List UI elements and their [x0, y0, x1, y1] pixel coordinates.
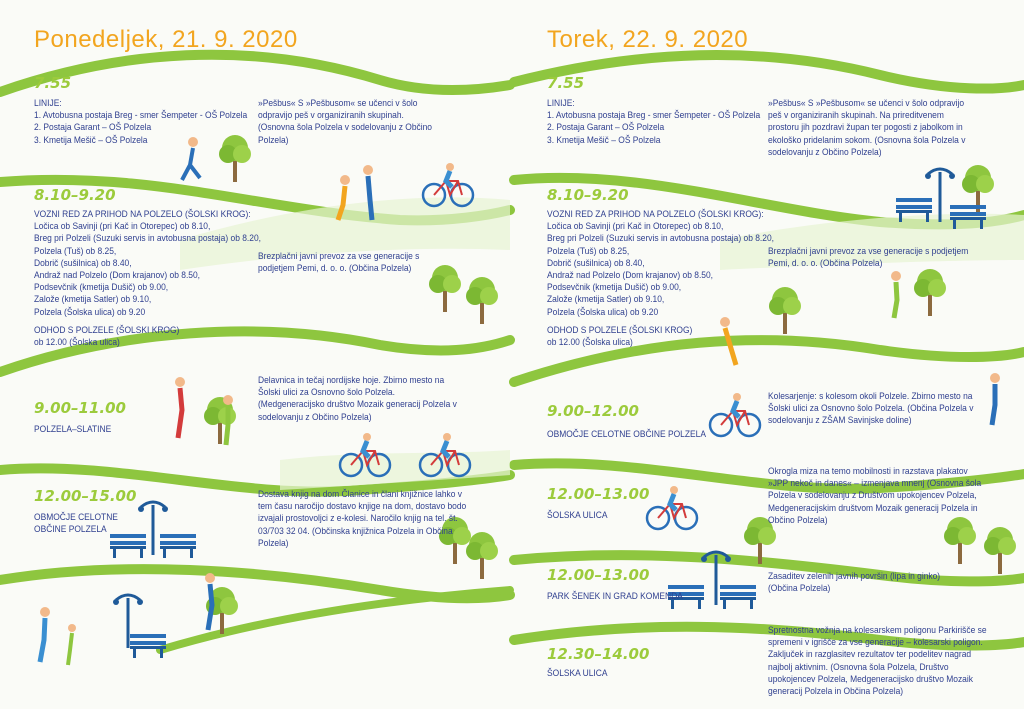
- description-text: Delavnica in tečaj nordijske hoje. Zbirno mesto na Šolski ulici za Osnovno šolo Polzela. (Medgeneracijsko društvo Mozaik generacij Polzela v sodelovanju z Občino Polzela): [258, 374, 457, 422]
- tuesday-item-6-details: [547, 667, 607, 679]
- detail-line: ŠOLSKA ULICA: [547, 667, 608, 678]
- description-text: »Pešbus« S »Pešbusom« se učenci v šolo odpravijo peš v organiziranih skupinah. (Osnovna šola Polzela v sodelovanju z Občino Polzela): [258, 97, 433, 145]
- monday-time-2: 8.10–9.20: [34, 186, 116, 204]
- detail-line: ŠOLSKA ULICA: [547, 509, 608, 520]
- tuesday-item-3-description: [768, 390, 989, 427]
- description-text: Brezplačni javni prevoz za vse generacije s podjetjem Pemi, d. o. o. (Občina Polzela): [768, 245, 969, 269]
- detail-line: Dobrič (sušilnica) ob 8.40,: [547, 256, 645, 268]
- description-text: Zasaditev zelenih javnih površin (lipa in ginko) (Občina Polzela): [768, 570, 941, 594]
- detail-line: Podsevčnik (kmetija Dušič) ob 9.00,: [547, 281, 682, 293]
- detail-line: LINIJE:: [34, 97, 62, 108]
- detail-line: VOZNI RED ZA PRIHOD NA POLZELO (ŠOLSKI KROG):: [547, 208, 764, 219]
- description-text: Okrogla miza na temo mobilnosti in razstava plakatov »JPP nekoč in danes« – izmenjava mnenj (Osnovna šola Polzela v sodelovanju z Društvom upokojencev Polzela, Medgeneracijskim društvom Mozaik generacij Polzela in Občino Polzela): [768, 465, 982, 525]
- detail-line: ODHOD S POLZELE (ŠOLSKI KROG): [547, 323, 693, 335]
- tuesday-time-6: 12.30–14.00: [547, 645, 650, 663]
- detail-line: 1. Avtobusna postaja Breg - smer Šempeter - OŠ Polzela: [34, 109, 248, 121]
- monday-title: Ponedeljek, 21. 9. 2020: [34, 26, 298, 53]
- detail-line: OBMOČJE CELOTNE OBČINE POLZELA: [547, 428, 706, 439]
- tuesday-time-4: 12.00–13.00: [547, 485, 650, 503]
- monday-item-1-description: [258, 97, 438, 146]
- detail-line: Ločica ob Savinji (pri Kač in Otorepec) ob 8.10,: [34, 220, 211, 232]
- detail-line: Breg pri Polzeli (Suzuki servis in avtobusna postaja) ob 8.20,: [547, 232, 774, 244]
- detail-line: Dobrič (sušilnica) ob 8.40,: [34, 256, 132, 268]
- tuesday-time-2: 8.10–9.20: [547, 186, 629, 204]
- detail-line: OBČINE POLZELA: [34, 523, 107, 535]
- detail-line: ob 12.00 (Šolska ulica): [547, 336, 633, 348]
- monday-time-1: 7.55: [34, 74, 72, 92]
- tuesday-time-5: 12.00–13.00: [547, 566, 650, 584]
- detail-line: ODHOD S POLZELE (ŠOLSKI KROG): [34, 323, 180, 335]
- detail-line: Polzela (Tuš) ob 8.25,: [547, 244, 630, 256]
- description-text: Dostava knjig na dom Članice in člani knjižnice lahko v tem času naročijo dostavo knjige na dom, dostavo bodo izvajali prostovoljci z e-kolesi. Naročilo knjig na tel. št. 03/703 32 04. (Občinska knjižnica Polzela in Občina Polzela): [258, 488, 467, 548]
- tuesday-item-1-description: [768, 97, 971, 158]
- tuesday-item-2-description: [768, 245, 971, 269]
- description-text: Spretnostna vožnja na kolesarskem poligonu Parkirišče se spremeni v igrišče za vse generacije – kolesarski poligon. Zaključek in razglasitev rezultatov ter podelitev nagrad najbolj aktivnim. (Osnovna šola Polzela, Društvo upokojencev Polzela, Medgeneracijsko društvo Mozaik generacij Polzela in Občina Polzela): [768, 624, 987, 697]
- detail-line: VOZNI RED ZA PRIHOD NA POLZELO (ŠOLSKI KROG):: [34, 208, 251, 219]
- detail-line: Podsevčnik (kmetija Dušič) ob 9.00,: [34, 281, 169, 293]
- description-text: Kolesarjenje: s kolesom okoli Polzele. Zbirno mesto na Šolski ulici za Osnovno šolo Polzela. (Občina Polzela v sodelovanju z ZŠAM Savinjske doline): [768, 390, 974, 426]
- monday-item-3-description: [258, 374, 461, 423]
- detail-line: PARK ŠENEK IN GRAD KOMENDA: [547, 590, 683, 601]
- detail-line: LINIJE:: [547, 97, 575, 108]
- detail-line: Polzela (Šolska ulica) ob 9.20: [547, 305, 659, 317]
- detail-line: Polzela (Tuš) ob 8.25,: [34, 244, 117, 256]
- detail-line: Polzela (Šolska ulica) ob 9.20: [34, 305, 146, 317]
- tuesday-item-6-description: [768, 624, 998, 697]
- tuesday-item-3-details: [547, 428, 706, 440]
- monday-time-3: 9.00–11.00: [34, 399, 126, 417]
- detail-line: OBMOČJE CELOTNE: [34, 511, 118, 522]
- description-text: Brezplačni javni prevoz za vse generacije s podjetjem Pemi, d. o. o. (Občina Polzela): [258, 250, 420, 274]
- detail-line: Andraž nad Polzelo (Dom krajanov) ob 8.50,: [547, 269, 714, 281]
- monday-time-4: 12.00–15.00: [34, 487, 137, 505]
- monday-item-1-details: [34, 97, 247, 146]
- detail-line: Ločica ob Savinji (pri Kač in Otorepec) ob 8.10,: [547, 220, 724, 232]
- detail-line: Andraž nad Polzelo (Dom krajanov) ob 8.50,: [34, 269, 201, 281]
- tuesday-time-1: 7.55: [547, 74, 585, 92]
- detail-line: 3. Kmetija Mešič – OŠ Polzela: [34, 133, 148, 145]
- tuesday-item-5-details: [547, 590, 683, 602]
- detail-line: Založe (kmetija Satler) ob 9.10,: [547, 293, 665, 305]
- monday-item-4-details: [34, 511, 118, 535]
- detail-line: Breg pri Polzeli (Suzuki servis in avtobusna postaja) ob 8.20,: [34, 232, 261, 244]
- tuesday-title: Torek, 22. 9. 2020: [547, 26, 749, 53]
- detail-line: 2. Postaja Garant – OŠ Polzela: [34, 121, 152, 133]
- tuesday-time-3: 9.00–12.00: [547, 402, 639, 420]
- description-text: »Pešbus« S »Pešbusom« se učenci v šolo odpravijo peš v organiziranih skupinah. Na prireditvenem prostoru jih pozdravi župan ter pogosti z jabolkom in ekološko pridelanim sokom. (Osnovna šola Polzela v sodelovanju z Občino Polzela): [768, 97, 966, 157]
- monday-item-2-description: [258, 250, 420, 274]
- tuesday-item-5-description: [768, 570, 971, 594]
- tuesday-item-2-details: [547, 208, 774, 348]
- detail-line: 2. Postaja Garant – OŠ Polzela: [547, 121, 665, 133]
- tuesday-item-4-details: [547, 509, 607, 521]
- monday-item-2-details: [34, 208, 261, 348]
- detail-line: POLZELA–SLATINE: [34, 423, 112, 434]
- monday-item-3-details: [34, 423, 111, 435]
- detail-line: 1. Avtobusna postaja Breg - smer Šempeter - OŠ Polzela: [547, 109, 761, 121]
- tuesday-item-4-description: [768, 465, 989, 526]
- detail-line: ob 12.00 (Šolska ulica): [34, 336, 120, 348]
- detail-line: 3. Kmetija Mešič – OŠ Polzela: [547, 133, 661, 145]
- monday-item-4-description: [258, 488, 474, 549]
- tuesday-item-1-details: [547, 97, 760, 146]
- detail-line: Založe (kmetija Satler) ob 9.10,: [34, 293, 152, 305]
